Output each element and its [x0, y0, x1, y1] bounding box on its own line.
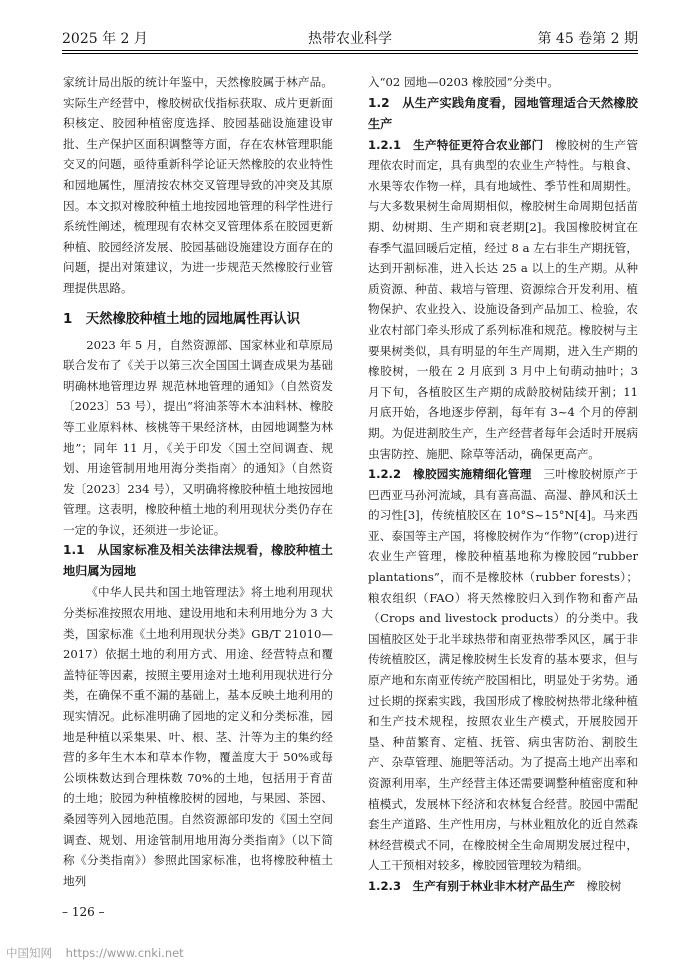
- subsection-1-2-3-title: 1.2.3 生产有别于林业非木材产品生产: [368, 878, 575, 893]
- header-volume: 第 45 卷第 2 期: [537, 31, 638, 47]
- page-number: – 126 –: [62, 905, 105, 919]
- subsection-1-2-3: [368, 876, 638, 897]
- header-journal: 热带农业科学: [308, 31, 392, 47]
- subsection-1-2-1-text: 橡胶树的生产管理依农时而定，具有典型的农业生产特性。与粮食、水果等农作物一样，具有地域性、季节性和周期性。与大多数果树生命周期相似，橡胶树生命周期包括苗期、幼树期、生产期和衰老期[2]。我国橡胶树宜在春季气温回暖后定植，经过 8 a 左右非生产期抚管，达到开割标准，进入长达 25 a 以上的生产期。从种质资源、种苗、栽培与管理、资源综合开发利用、植物保护、农业投入、设施设备到产品加工、检验，农业农村部门牵头形成了系列标准和规范。橡胶树与主要果树类似，具有明显的年生产周期，进入生产期的橡胶树，一般在 2 月底到 3 月中上旬萌动抽叶；3 月下旬，各植胶区生产期的成龄胶树陆续开割；11 月底开始，各地逐步停割，每年有 3~4 个月的停割期。为促进割胶生产，生产经营者每年会适时开展病虫害防控、施肥、除草等活动，确保更高产。: [368, 137, 638, 461]
- section-1-title: 1 天然橡胶种植土地的园地属性再认识: [63, 311, 300, 327]
- subsection-1-2-title: 1.2 从生产实践角度看，园地管理适合天然橡胶生产: [368, 95, 638, 131]
- running-header: [62, 20, 638, 50]
- continued-paragraph: 入“02 园地—0203 橡胶园”分类中。: [368, 75, 560, 89]
- subsection-1-1-paragraph: 《中华人民共和国土地管理法》将土地利用现状分类标准按照农用地、建设用地和未利用地分为 3 大类，国家标准《土地利用现状分类》GB/T 21010—2017）依据土地的利用方式、用途、经营特点和覆盖特征等因素，按照主要用途对土地利用现状进行分类，在确保不重不漏的基础上，基本反映土地利用的现实情况。此标准明确了园地的定义和分类标准，园地是种植以采集果、叶、根、茎、汁等为主的集约经营的多年生木本和草本作物，覆盖度大于 50%或每公顷株数达到合理株数 70%的土地，包括用于育苗的土地；胶园为种植橡胶树的园地，与果园、茶园、桑园等列入园地范围。自然资源部印发的《国土空间调查、规划、用途管制用地用海分类指南》（以下简称《分类指南》）参照此国家标准，也将橡胶种植土地列: [63, 585, 333, 888]
- subsection-1-2-1-title: 1.2.1 生产特征更符合农业部门: [368, 137, 544, 152]
- watermark-site: 中国知网: [6, 946, 52, 960]
- subsection-1-2-1: [368, 135, 638, 465]
- cnki-watermark: [6, 945, 194, 961]
- section-1-paragraph: 2023 年 5 月，自然资源部、国家林业和草原局联合发布了《关于以第三次全国国土调查成果为基础明确林地管理边界 规范林地管理的通知》（自然资发〔2023〕53 号），提出“将油茶等木本油料林、橡胶等工业原料林、核桃等干果经济林，由园地调整为林地”；同年 11 月，《关于印发〈国土空间调查、规划、用途管制用地用海分类指南〉的通知》（自然资发〔2023〕234 号），又明确将橡胶种植土地按园地管理。这表明，橡胶种植土地的利用现状分类仍存在一定的争议，还须进一步论证。: [63, 337, 333, 537]
- subsection-1-2-2-title: 1.2.2 橡胶园实施精细化管理: [368, 467, 532, 482]
- intro-paragraph: 家统计局出版的统计年鉴中，天然橡胶属于林产品。实际生产经营中，橡胶树砍伐指标获取、成片更新面积核定、胶园种植密度选择、胶园基础设施建设审批、生产保护区面积调整等方面，存在农林管理职能交叉的问题，亟待重新科学论证天然橡胶的农业特性和园地属性，厘清按农林交叉管理导致的冲突及其原因。本文拟对橡胶种植土地按园地管理的科学性进行系统性阐述，梳理现有农林交叉管理体系在胶园更新种植、胶园经济发展、胶园基础设施建设方面存在的问题，提出对策建议，为进一步规范天然橡胶行业管理提供思路。: [63, 75, 333, 295]
- left-column: [63, 72, 333, 891]
- subsection-1-1-title: 1.1 从国家标准及相关法律法规看，橡胶种植土地归属为园地: [63, 543, 333, 579]
- watermark-url: https://www.cnki.net: [65, 946, 184, 960]
- subsection-1-2-2: [368, 464, 638, 876]
- subsection-1-2-3-text: 橡胶树: [586, 878, 622, 893]
- header-date: 2025 年 2 月: [62, 31, 148, 47]
- subsection-1-2-2-text: 三叶橡胶树原产于巴西亚马孙河流域，具有喜高温、高湿、静风和沃土的习性[3]，传统植胶区在 10°S~15°N[4]。马来西亚、泰国等主产国，将橡胶树作为“作物”(crop)进行农业生产管理，橡胶种植基地称为橡胶园“rubber plantations”，而不是橡胶林（rubber forests）；粮农组织（FAO）将天然橡胶归入到作物和畜产品（Crops and livestock products）的分类中。我国植胶区处于北半球热带和南亚热带季风区，属于非传统植胶区，满足橡胶树生长发育的基本要求，但与原产地和东南亚传统产胶国相比，明显处于劣势。通过长期的探索实践，我国形成了橡胶树热带北缘种植和生产技术规程，按照农业生产模式，开展胶园开垦、种苗繁育、定植、抚管、病虫害防治、割胶生产、杂草管理、施肥等活动。为了提高土地产出率和资源利用率，生产经营主体还需要调整种植密度和种植模式，发展林下经济和农林复合经营。胶园中需配套生产道路、生产性用房，与林业粗放化的近自然森林经营模式不同，在橡胶树全生命周期发展过程中，人工干预相对较多，橡胶园管理较为精细。: [368, 467, 638, 873]
- right-column: [368, 72, 638, 897]
- header-rule: [62, 50, 638, 54]
